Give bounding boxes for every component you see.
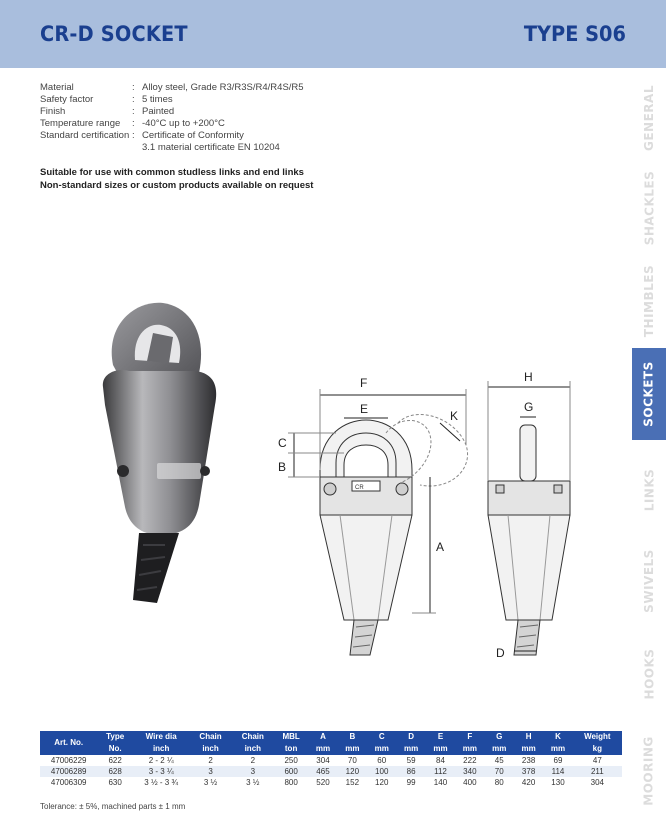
tab-label: HOOKS: [642, 648, 657, 700]
table-cell: 140: [433, 778, 448, 787]
table-cell: 84: [436, 756, 445, 765]
table-cell: 630: [108, 778, 122, 787]
col-header-chain: Chain inch: [199, 732, 222, 753]
spec-value: 5 times: [142, 94, 173, 105]
tab-shackles[interactable]: [632, 165, 666, 251]
table-cell: 3 - 3 ¼: [148, 767, 174, 776]
table-cell: 80: [494, 778, 504, 787]
page-title: CR-D SOCKET: [40, 22, 188, 46]
col-header-b: B mm: [345, 732, 360, 753]
spec-value: Certificate of Conformity: [142, 130, 244, 141]
tab-label: SWIVELS: [642, 549, 656, 613]
table-cell: 47: [592, 756, 602, 765]
dim-label-d: D: [496, 646, 505, 660]
product-notes: [40, 167, 313, 192]
table-row: [40, 777, 622, 788]
table-cell: 100: [375, 767, 389, 776]
table-cell: 600: [284, 767, 298, 776]
col-header-weight: Weight kg: [584, 732, 611, 753]
table-cell: 47006289: [50, 767, 87, 776]
spec-colon: :: [132, 82, 135, 93]
col-header-a: A mm: [315, 732, 331, 753]
spec-row-temperature: [40, 118, 304, 130]
table-header-row: [40, 731, 622, 755]
spec-label: Safety factor: [40, 94, 94, 105]
spec-label: Standard certification: [40, 130, 130, 141]
specs-table: [40, 731, 622, 788]
table-cell: 69: [553, 756, 563, 765]
col-header-wire-dia: Wire dia inch: [145, 732, 177, 753]
table-cell: 59: [406, 756, 416, 765]
spec-colon: :: [132, 94, 135, 105]
col-header-type: Type No.: [106, 732, 125, 753]
table-cell: 3 ½ - 3 ¾: [144, 778, 179, 787]
technical-drawing: [270, 365, 600, 665]
table-row: [40, 755, 622, 766]
table-cell: 340: [463, 767, 477, 776]
note-line: Non-standard sizes or custom products available on request: [40, 179, 314, 191]
specs-table-wrap: [40, 731, 622, 788]
table-cell: 628: [108, 767, 122, 776]
specifications-list: [40, 82, 304, 154]
tab-links[interactable]: [632, 455, 666, 525]
table-cell: 800: [284, 778, 298, 787]
spec-row-certification: [40, 130, 304, 142]
dim-label-h: H: [524, 370, 533, 384]
table-cell: 120: [345, 767, 360, 776]
table-cell: 2 - 2 ¼: [148, 756, 174, 765]
table-cell: 99: [406, 778, 416, 787]
tab-label: THIMBLES: [642, 264, 656, 338]
table-cell: 120: [375, 778, 389, 787]
spec-colon: :: [132, 118, 135, 129]
spec-label: Finish: [40, 106, 66, 117]
table-cell: 520: [316, 778, 330, 787]
side-category-nav: [632, 68, 666, 816]
tab-sockets[interactable]: [632, 348, 666, 440]
table-cell: 86: [406, 767, 416, 776]
table-cell: 3 ½: [203, 778, 218, 787]
table-cell: 250: [284, 756, 298, 765]
tab-swivels[interactable]: [632, 538, 666, 624]
table-cell: 400: [463, 778, 477, 787]
col-header-c: C mm: [374, 732, 389, 753]
spec-colon: :: [132, 130, 135, 141]
col-header-mbl: MBL ton: [282, 732, 300, 753]
table-cell: 70: [347, 756, 357, 765]
note-line: Suitable for use with common studless links and end links: [40, 167, 304, 178]
socket-photo: [95, 295, 225, 605]
table-cell: 2: [250, 756, 256, 765]
dim-label-a: A: [436, 540, 445, 554]
dim-label-f: F: [360, 376, 368, 390]
col-header-art-no: Art. No.: [54, 738, 84, 747]
col-header-e: E mm: [433, 732, 448, 753]
tab-label: SOCKETS: [642, 361, 657, 427]
table-row: [40, 766, 622, 777]
spec-colon: [132, 142, 142, 154]
tab-label: MOORING: [642, 736, 657, 806]
spec-value: Alloy steel, Grade R3/R3S/R4/R4S/R5: [142, 82, 304, 93]
col-header-chain-2: Chain inch: [241, 732, 264, 753]
table-cell: 622: [108, 756, 122, 765]
tab-hooks[interactable]: [632, 640, 666, 708]
table-cell: 45: [494, 756, 504, 765]
tab-label: GENERAL: [642, 85, 656, 151]
table-cell: 465: [316, 767, 330, 776]
tab-general[interactable]: [632, 78, 666, 158]
spec-label: Material: [40, 82, 74, 93]
dim-label-c: C: [278, 436, 287, 450]
spec-value: -40°C up to +200°C: [142, 118, 225, 129]
spec-row-finish: [40, 106, 304, 118]
spec-label: Temperature range: [40, 118, 121, 129]
product-type: TYPE S06: [523, 22, 626, 46]
table-cell: 238: [521, 756, 536, 765]
spec-colon: :: [132, 106, 135, 117]
spec-row-certification-2: [40, 142, 304, 154]
dim-label-k: K: [450, 409, 459, 423]
table-cell: 114: [551, 767, 565, 776]
table-cell: 304: [590, 778, 605, 787]
table-cell: 70: [494, 767, 504, 776]
tab-label: LINKS: [642, 468, 657, 512]
table-cell: 152: [345, 778, 360, 787]
col-header-k: K mm: [550, 732, 566, 753]
header-banner: [0, 0, 666, 68]
table-cell: 222: [463, 756, 477, 765]
table-cell: 130: [551, 778, 565, 787]
col-header-h: H mm: [521, 732, 536, 753]
table-cell: 112: [434, 767, 447, 776]
table-cell: 2: [208, 756, 213, 765]
spec-value: 3.1 material certificate EN 10204: [142, 142, 280, 153]
spec-row-safety-factor: [40, 94, 304, 106]
table-cell: 420: [521, 778, 536, 787]
tab-label: SHACKLES: [642, 170, 657, 246]
table-cell: 304: [316, 756, 330, 765]
table-cell: 60: [377, 756, 387, 765]
spec-label: [40, 142, 132, 154]
table-cell: 3 ½: [246, 778, 260, 787]
table-cell: 378: [521, 767, 536, 776]
tab-mooring[interactable]: [632, 730, 666, 812]
dim-label-b: B: [278, 460, 287, 474]
tab-thimbles[interactable]: [632, 258, 666, 344]
spec-value: Painted: [142, 106, 175, 117]
table-cell: 211: [590, 767, 604, 776]
spec-row-material: [40, 82, 304, 94]
col-header-f: F mm: [462, 732, 477, 753]
col-header-g: G mm: [492, 732, 507, 753]
table-cell: 3: [208, 767, 213, 776]
col-header-d: D mm: [403, 732, 419, 753]
tolerance-note: Tolerance: ± 5%, machined parts ± 1 mm: [40, 802, 186, 811]
table-cell: 3: [250, 767, 256, 776]
dim-label-e: E: [360, 402, 369, 416]
table-cell: 47006309: [50, 778, 87, 787]
plate-text: CR: [355, 485, 364, 491]
table-cell: 47006229: [50, 756, 87, 765]
dim-label-g: G: [524, 400, 534, 414]
